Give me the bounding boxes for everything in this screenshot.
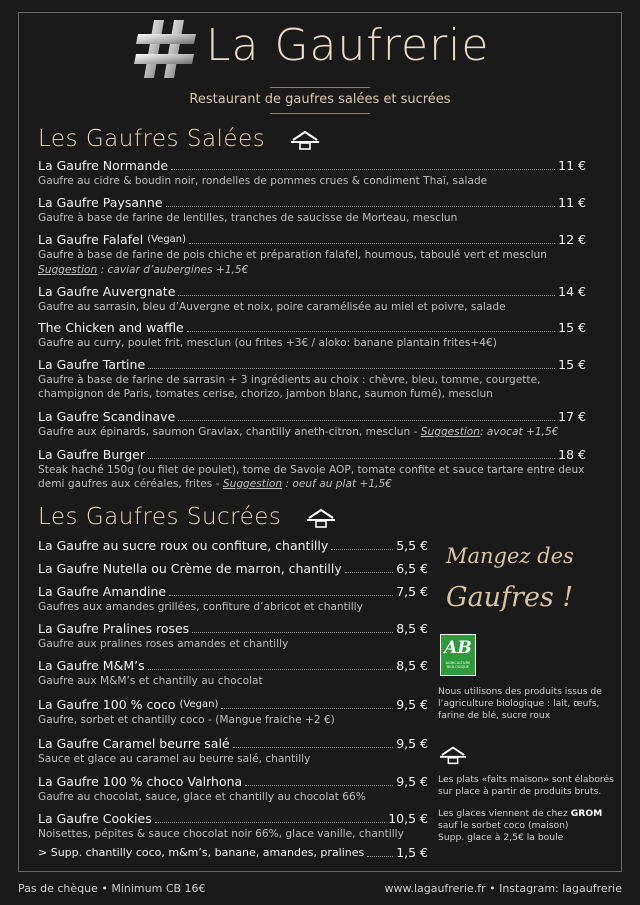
bio-note: Nous utilisons des produits issus de l’agriculture biologique : lait, œufs, farine de blé, sucre roux xyxy=(438,686,602,721)
item-price: 8,5 € xyxy=(396,621,428,636)
leader-dots xyxy=(155,822,386,823)
tagline: Restaurant de gaufres salées et sucrées xyxy=(189,92,451,107)
item-price: 18 € xyxy=(558,447,586,462)
item-price: 11 € xyxy=(558,158,586,173)
item-name: La Gaufre Auvergnate xyxy=(38,284,176,299)
leader-dots xyxy=(169,595,393,596)
item-description: Gaufre au sarrasin, bleu d’Auvergne et noix, poire caramélisée au miel et poivre, salade xyxy=(38,301,506,313)
item-name: La Gaufre Nutella ou Crème de marron, chantilly xyxy=(38,561,342,576)
suggestion-text: : caviar d’aubergines +1,5€ xyxy=(97,264,249,276)
item-name: La Gaufre Scandinave xyxy=(38,409,176,424)
item-description: Gaufre à base de farine de pois chiche et préparation falafel, houmous, taboulé vert et mesclun xyxy=(38,249,547,261)
item-description: Gaufre aux pralines roses amandes et chantilly xyxy=(38,638,289,650)
fait-maison-icon xyxy=(307,508,335,528)
leader-dots xyxy=(189,243,555,244)
item-price: 17 € xyxy=(558,409,586,424)
slogan-line-1: Mangez des xyxy=(446,544,574,568)
ab-logo-text: AB xyxy=(444,638,472,658)
ab-bio-logo xyxy=(440,634,476,676)
item-name: The Chicken and waffle xyxy=(38,320,184,335)
leader-dots xyxy=(192,632,393,633)
description-text: Steak haché 150g (ou filet de poulet), tome de Savoie AOP, tomate confite et sauce tartare entre deux demi gaufres aux céréales, frites - xyxy=(38,464,585,490)
section-title-sucrees-text: Les Gaufres Sucrées xyxy=(38,504,282,530)
item-description: Gaufres aux amandes grillées, confiture d’abricot et chantilly xyxy=(38,601,363,613)
item-description: Gaufre au cidre & boudin noir, rondelles de pommes crues & condiment Thaï, salade xyxy=(38,175,488,187)
menu-item-mms xyxy=(38,658,428,688)
slogan-line-2: Gaufres ! xyxy=(446,582,574,613)
item-description: Gaufre au curry, poulet frit, mesclun (ou frites +3€ / aloko: banane plantain frites+4€) xyxy=(38,337,497,349)
menu-item-scandinave xyxy=(38,409,586,439)
tagline-rule-top xyxy=(270,87,370,88)
item-name: La Gaufre Pralines roses xyxy=(38,621,190,636)
item-price: 9,5 € xyxy=(396,774,428,789)
leader-dots xyxy=(221,708,393,709)
item-name: La Gaufre Tartine xyxy=(38,357,146,372)
item-price: 8,5 € xyxy=(396,658,428,673)
item-price: 15 € xyxy=(558,357,586,372)
hashtag-logo-icon xyxy=(134,16,200,82)
menu-item-sucre-roux xyxy=(38,538,428,553)
menu-item-caramel xyxy=(38,736,428,766)
fait-maison-icon xyxy=(440,745,466,765)
menu-item-pralines xyxy=(38,621,428,651)
menu-item-tartine xyxy=(38,357,586,401)
item-description: Noisettes, pépites & sauce chocolat noir 66%, glace vanille, chantilly xyxy=(38,828,404,840)
glace-note-line-3: Supp. glace à 2,5€ la boule xyxy=(438,832,564,843)
menu-item-choco-valrhona xyxy=(38,774,428,804)
menu-item-cookies xyxy=(38,811,428,841)
leader-dots xyxy=(331,549,393,550)
leader-dots xyxy=(178,295,555,296)
menu-item-coco xyxy=(38,697,428,727)
logo xyxy=(134,16,514,88)
item-name: La Gaufre 100 % coco xyxy=(38,697,176,712)
item-price: 1,5 € xyxy=(396,845,428,860)
item-name: La Gaufre Burger xyxy=(38,447,145,462)
leader-dots xyxy=(166,206,556,207)
item-price: 11 € xyxy=(558,195,586,210)
menu-item-normande xyxy=(38,158,586,188)
tagline-rule-bottom xyxy=(270,113,370,114)
leader-dots xyxy=(245,785,393,786)
suggestion-label: Suggestion xyxy=(222,478,283,490)
leader-dots xyxy=(367,856,393,857)
menu-item-paysanne xyxy=(38,195,586,225)
leader-dots xyxy=(148,368,555,369)
leader-dots xyxy=(171,169,555,170)
leader-dots xyxy=(187,331,555,332)
glace-note-text: Les glaces viennent de chez xyxy=(438,808,571,819)
item-price: 5,5 € xyxy=(396,538,428,553)
item-description: Sauce et glace au caramel au beurre salé, chantilly xyxy=(38,753,311,765)
menu-item-burger xyxy=(38,447,586,491)
item-description: Gaufre aux M&M’s et chantilly au chocolat xyxy=(38,675,263,687)
footer-left: Pas de chèque • Minimum CB 16€ xyxy=(18,882,206,895)
fait-maison-note: Les plats «faits maison» sont élaborés sur place à partir de produits bruts. xyxy=(438,774,614,797)
leader-dots xyxy=(148,458,555,459)
item-price: 9,5 € xyxy=(396,697,428,712)
glace-brand: GROM xyxy=(570,808,603,819)
menu-item-supplements xyxy=(38,845,428,860)
logo-title: La Gaufrerie xyxy=(206,20,490,71)
item-price: 15 € xyxy=(558,320,586,335)
suggestion-text: : avocat +1,5€ xyxy=(480,426,559,438)
item-name: La Gaufre Caramel beurre salé xyxy=(38,736,230,751)
vegan-tag: (Vegan) xyxy=(179,699,219,710)
menu-item-amandine xyxy=(38,584,428,614)
item-price: 6,5 € xyxy=(396,561,428,576)
item-name: La Gaufre Amandine xyxy=(38,584,167,599)
item-price: 12 € xyxy=(558,232,586,247)
menu-item-nutella xyxy=(38,561,428,576)
item-name: La Gaufre 100 % choco Valrhona xyxy=(38,774,243,789)
glace-note-line-2: sauf le sorbet coco (maison) xyxy=(438,820,569,831)
section-title-salees-text: Les Gaufres Salées xyxy=(38,126,266,152)
suggestion-label: Suggestion xyxy=(38,264,98,276)
item-name: La Gaufre Falafel xyxy=(38,232,144,247)
item-name: La Gaufre Cookies xyxy=(38,811,152,826)
menu-item-chicken-waffle xyxy=(38,320,586,350)
item-description xyxy=(38,463,586,491)
leader-dots xyxy=(178,420,555,421)
glace-note xyxy=(438,808,614,844)
suggestion-text: : oeuf au plat +1,5€ xyxy=(282,478,392,490)
leader-dots xyxy=(233,747,394,748)
section-title-salees xyxy=(38,126,319,152)
menu-item-falafel xyxy=(38,232,586,277)
item-description: Gaufre à base de farine de lentilles, tranches de saucisse de Morteau, mesclun xyxy=(38,212,458,224)
fait-maison-icon xyxy=(291,130,319,150)
ab-logo-subtext: AGRICULTURE BIOLOGIQUE xyxy=(445,661,471,669)
item-name: La Gaufre au sucre roux ou confiture, chantilly xyxy=(38,538,329,553)
item-description: Gaufre à base de farine de sarrasin + 3 ingrédients au choix : chèvre, bleu, tomme, courgette, champignon de Paris, tomates cerise, chorizo, jambon blanc, saumon fumé), mesclun xyxy=(38,374,541,400)
description-text: Gaufre aux épinards, saumon Gravlax, chantilly aneth-citron, mesclun - xyxy=(38,426,421,438)
item-name: La Gaufre Normande xyxy=(38,158,169,173)
item-description: Gaufre au chocolat, sauce, glace et chantilly au chocolat 66% xyxy=(38,791,366,803)
leader-dots xyxy=(345,572,393,573)
item-price: 14 € xyxy=(558,284,586,299)
footer-right: www.lagaufrerie.fr • Instagram: lagaufrerie xyxy=(384,882,622,895)
item-description xyxy=(38,425,586,439)
suggestion-label: Suggestion xyxy=(420,426,480,438)
item-suggestion xyxy=(38,263,586,277)
leader-dots xyxy=(148,669,394,670)
item-name: > Supp. chantilly coco, m&m’s, banane, amandes, pralines xyxy=(38,846,365,859)
item-name: La Gaufre M&M’s xyxy=(38,658,145,673)
item-price: 9,5 € xyxy=(396,736,428,751)
vegan-tag: (Vegan) xyxy=(147,234,187,245)
item-name: La Gaufre Paysanne xyxy=(38,195,163,210)
item-price: 7,5 € xyxy=(396,584,428,599)
item-description: Gaufre, sorbet et chantilly coco - (Mangue fraiche +2 €) xyxy=(38,714,335,726)
item-price: 10,5 € xyxy=(388,811,428,826)
menu-item-auvergnate xyxy=(38,284,586,314)
section-title-sucrees xyxy=(38,504,335,530)
